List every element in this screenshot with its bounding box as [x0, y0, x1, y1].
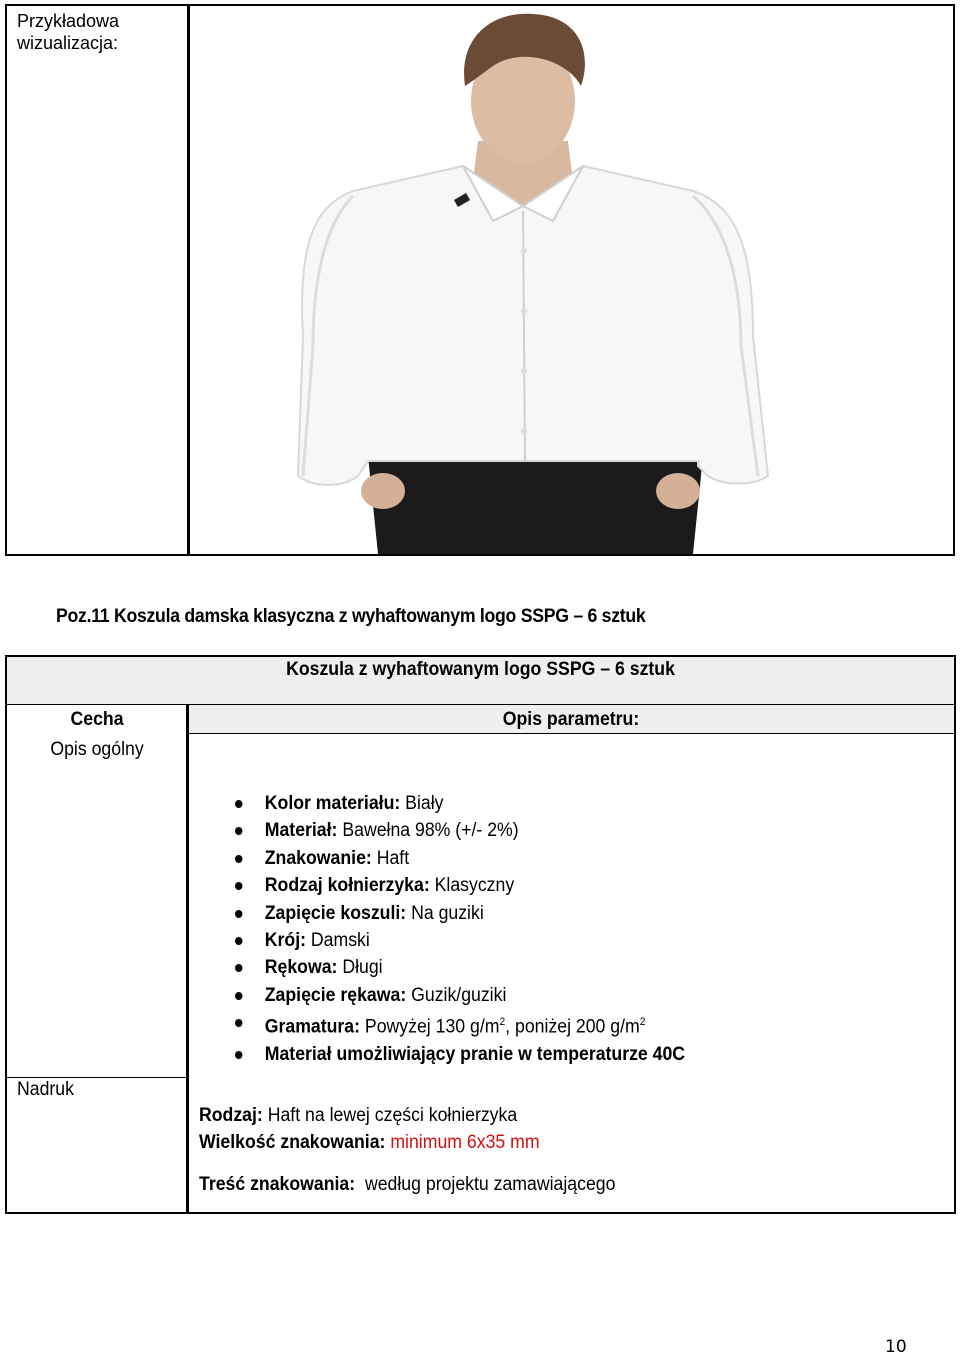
list-item — [235, 927, 685, 954]
row-divider — [7, 1077, 187, 1078]
visualization-label: Przykładowa wizualizacja: — [17, 11, 120, 53]
print-size-key: Wielkość znakowania: — [199, 1132, 386, 1153]
bullet-icon — [235, 827, 242, 835]
bullet-icon — [235, 800, 242, 808]
list-item — [235, 900, 685, 927]
feature-key: Zapięcie rękawa: — [264, 984, 407, 1006]
feature-key: Materiał: — [264, 820, 338, 842]
feature-key: Materiał umożliwiający pranie w temperaturze 40C — [264, 1043, 686, 1065]
table-divider — [187, 6, 190, 554]
feature-key: Rękowa: — [264, 957, 338, 979]
feature-value: Bawełna 98% (+/- 2%) — [337, 820, 519, 842]
param-column-header: Opis parametru: — [502, 709, 640, 730]
feature-key: Znakowanie: — [264, 847, 372, 869]
shirt-photo — [193, 6, 953, 554]
feature-value: Powyżej 130 g/m — [360, 1016, 500, 1038]
list-item — [235, 817, 685, 844]
print-type-key: Rodzaj: — [199, 1105, 263, 1126]
list-item — [235, 790, 685, 817]
feature-key: Gramatura: — [264, 1016, 361, 1038]
print-content-key: Treść znakowania: — [199, 1174, 356, 1195]
bullet-icon — [235, 937, 242, 945]
bullet-icon — [235, 1019, 242, 1027]
bullet-icon — [235, 855, 242, 863]
list-item — [235, 982, 685, 1009]
model-shirt-illustration — [193, 6, 953, 554]
feature-value: Biały — [400, 793, 444, 814]
bullet-icon — [235, 910, 242, 918]
visualization-table — [5, 4, 955, 556]
print-content-line — [199, 1171, 615, 1198]
print-details — [199, 1102, 615, 1198]
position-heading: Poz.11 Koszula damska klasyczna z wyhaftowanym logo SSPG – 6 sztuk — [56, 606, 646, 627]
print-label: Nadruk — [17, 1079, 74, 1100]
general-description-label: Opis ogólny — [50, 739, 144, 760]
print-size-line — [199, 1129, 615, 1156]
bullet-icon — [235, 882, 242, 890]
print-type-line — [199, 1102, 615, 1129]
list-item — [235, 1009, 685, 1041]
list-item — [235, 872, 685, 899]
print-type-value: Haft na lewej części kołnierzyka — [262, 1105, 518, 1126]
column-divider — [186, 705, 189, 1212]
list-item — [235, 845, 685, 872]
feature-value: Klasyczny — [429, 875, 515, 897]
bullet-icon — [235, 992, 242, 1000]
spec-title-row — [7, 657, 954, 705]
page-number: 10 — [885, 1337, 907, 1357]
feature-key: Zapięcie koszuli: — [264, 902, 407, 924]
feature-key: Krój: — [264, 930, 306, 952]
feature-value: , poniżej 200 g/m — [505, 1016, 640, 1038]
bullet-icon — [235, 964, 242, 972]
bullet-icon — [235, 1051, 242, 1059]
feature-column-header: Cecha — [70, 709, 124, 730]
feature-value: Haft — [371, 847, 410, 869]
feature-list — [235, 790, 719, 1068]
spec-table — [5, 655, 956, 1214]
print-content-value: według projektu zamawiającego — [355, 1174, 616, 1195]
superscript: 2 — [639, 1016, 646, 1029]
spec-title: Koszula z wyhaftowanym logo SSPG – 6 sztuk — [286, 659, 675, 680]
feature-value: Guzik/guziki — [406, 984, 507, 1006]
feature-key: Rodzaj kołnierzyka: — [264, 875, 430, 897]
feature-value: Na guziki — [406, 902, 484, 924]
list-item — [235, 954, 685, 981]
superscript: 2 — [499, 1016, 506, 1029]
list-item — [235, 1041, 685, 1068]
print-size-value: minimum 6x35 mm — [385, 1132, 540, 1153]
feature-key: Kolor materiału: — [264, 793, 401, 814]
feature-value: Damski — [305, 930, 370, 952]
feature-value: Długi — [337, 957, 383, 979]
